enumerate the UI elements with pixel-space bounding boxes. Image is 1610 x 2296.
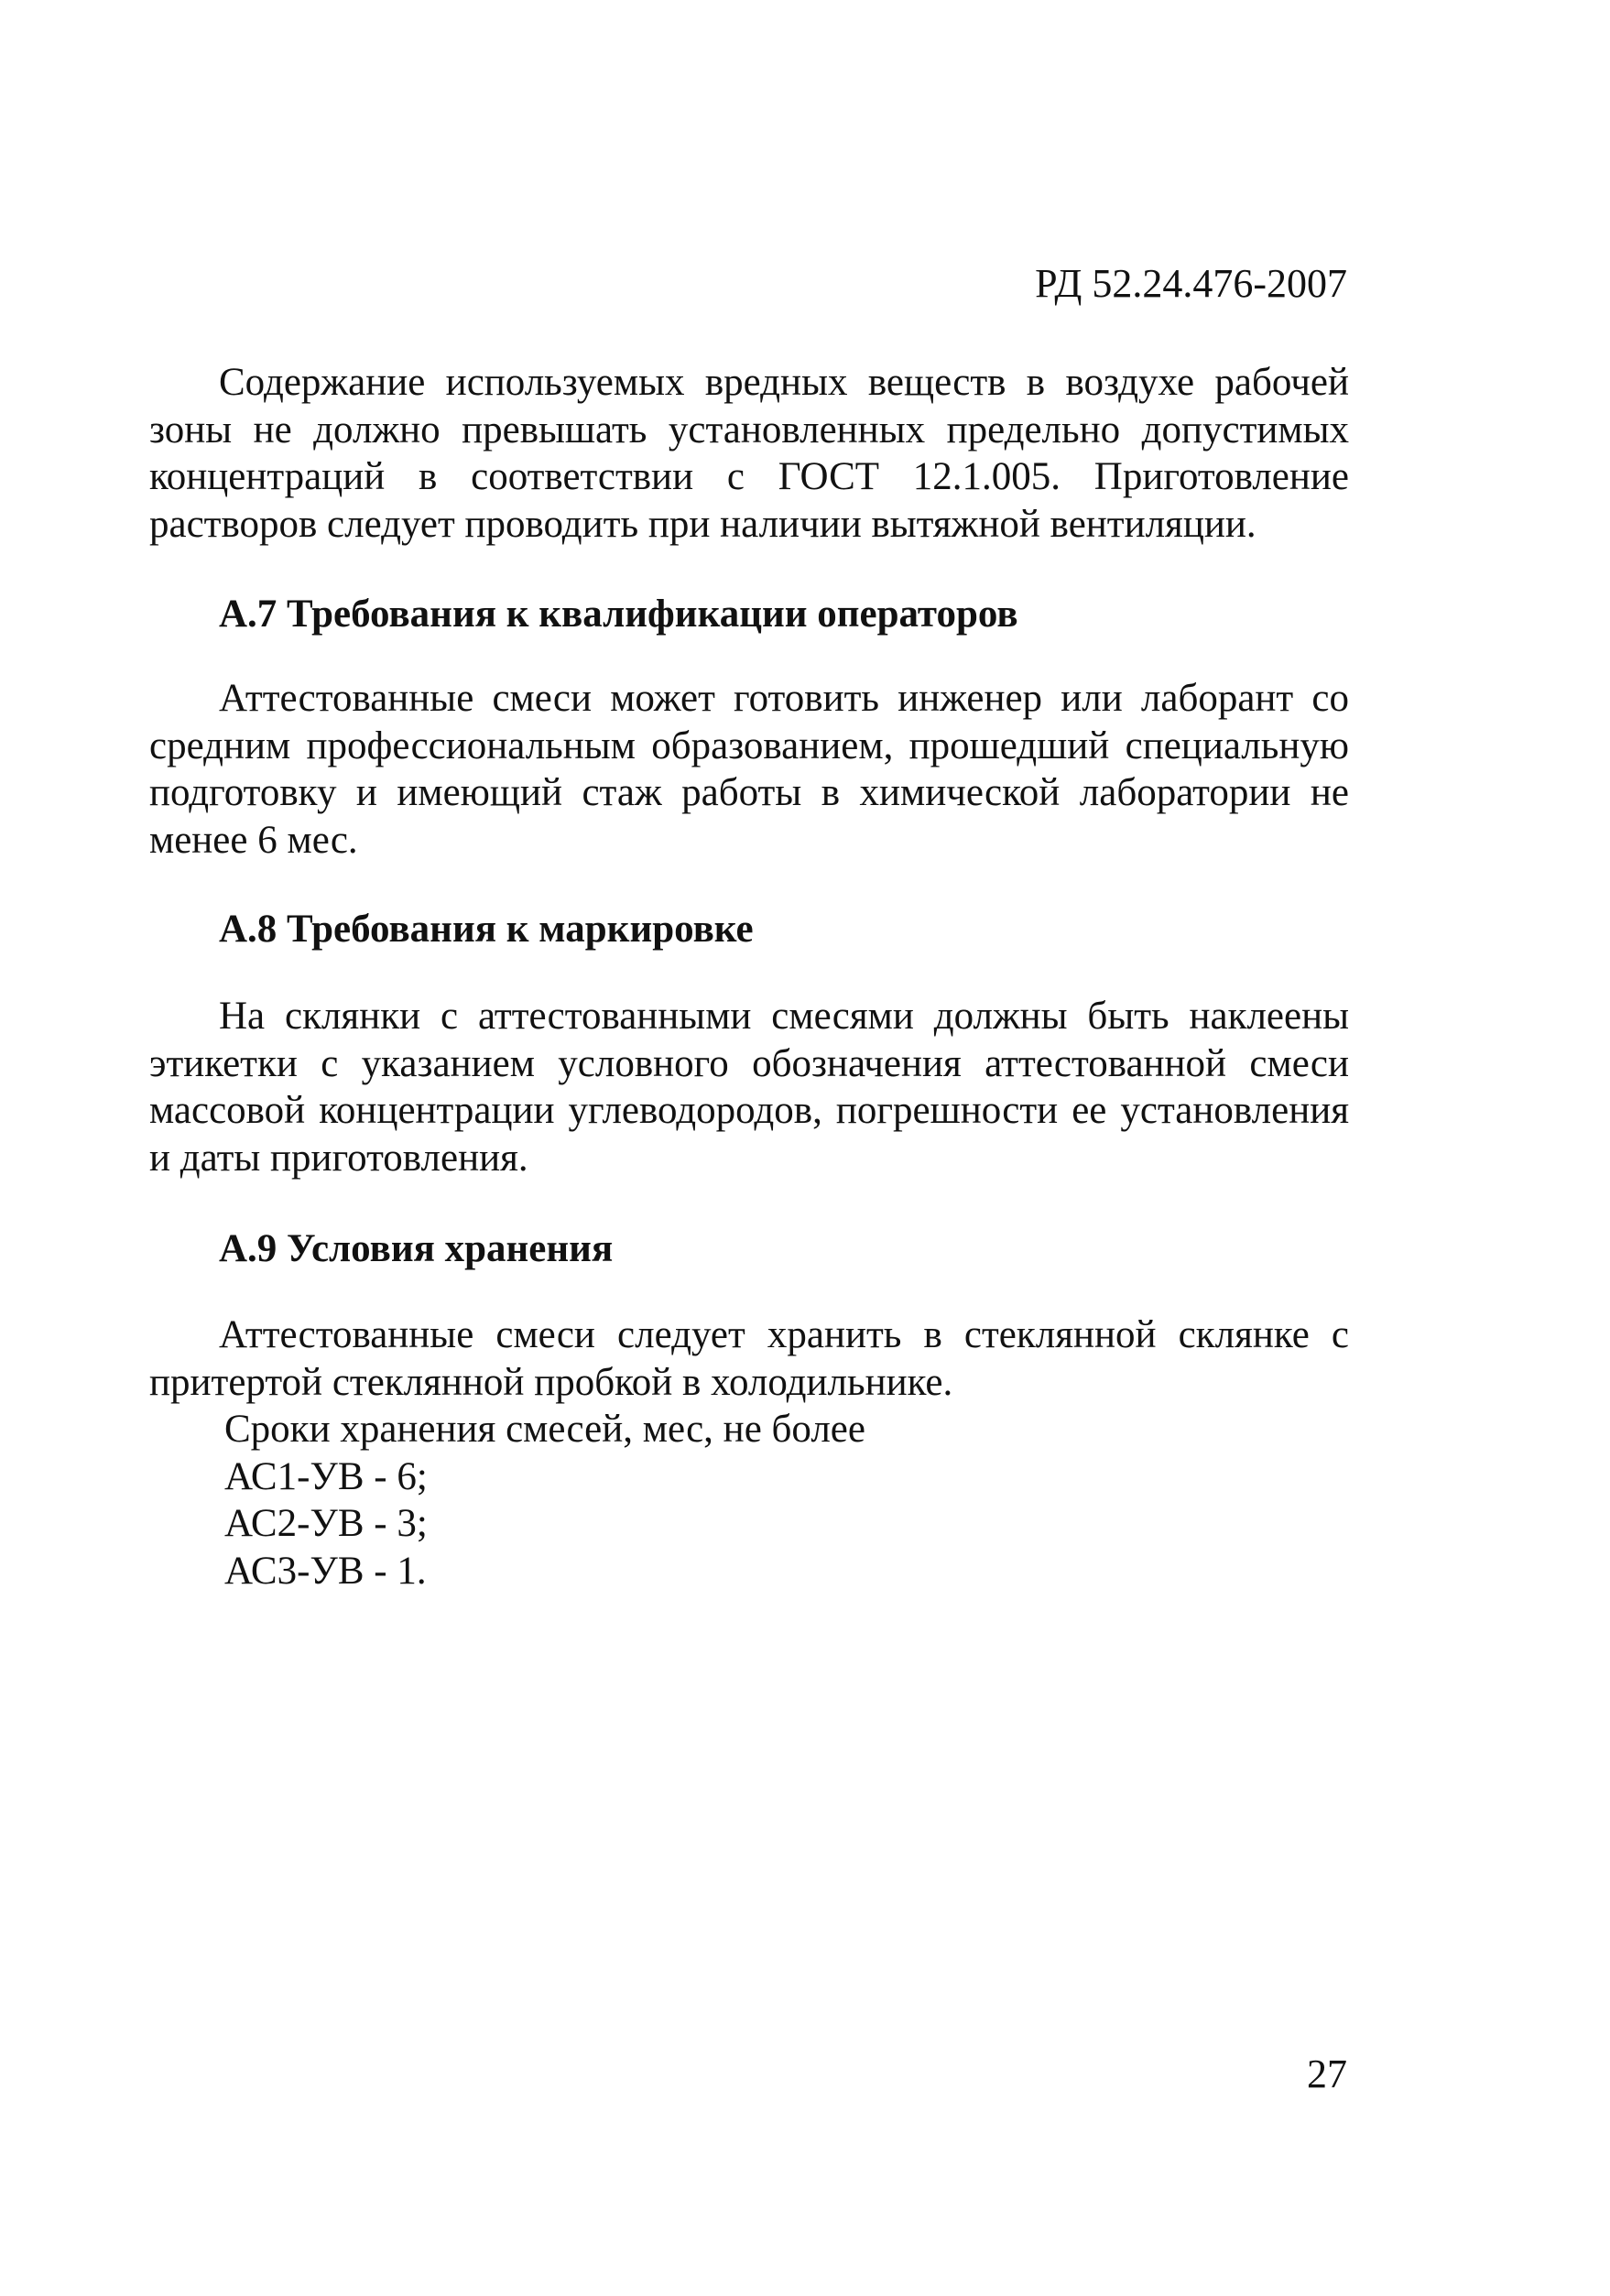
page-content	[149, 359, 1349, 1594]
section-text-a7: Аттестованные смеси может готовить инженер или лаборант со средним профессиональным образованием, прошедший специальную подготовку и имеющий стаж работы в химической лаборатории не менее 6 мес.	[149, 677, 1349, 862]
storage-terms-intro: Сроки хранения смесей, мес, не более	[224, 1408, 865, 1451]
storage-term-item: АС2-УВ - 3;	[224, 1502, 428, 1545]
section-title-a9: А.9 Условия хранения	[219, 1227, 614, 1270]
intro-paragraph: Содержание используемых вредных веществ в воздухе рабочей зоны не должно превышать установленных предельно допустимых концентраций в соответствии с ГОСТ 12.1.005. Приготовление растворов следует проводить при наличии вытяжной вентиляции.	[149, 361, 1349, 546]
section-title-a8: А.8 Требования к маркировке	[219, 908, 754, 951]
document-code: РД 52.24.476-2007	[1035, 261, 1347, 306]
section-text-a8: На склянки с аттестованными смесями должны быть наклеены этикетки с указанием условного обозначения аттестованной смеси массовой концентрации углеводородов, погрешности ее установления и даты приготовления.	[149, 995, 1349, 1180]
storage-term-item: АС1-УВ - 6;	[224, 1454, 428, 1498]
storage-terms-list	[149, 1453, 1349, 1595]
section-text-a9: Аттестованные смеси следует хранить в стеклянной склянке с притертой стеклянной пробкой в холодильнике.	[149, 1313, 1349, 1404]
section-title-a7: А.7 Требования к квалификации операторов	[219, 593, 1018, 636]
page-number: 27	[1307, 2051, 1347, 2096]
storage-term-item: АС3-УВ - 1.	[224, 1549, 427, 1593]
